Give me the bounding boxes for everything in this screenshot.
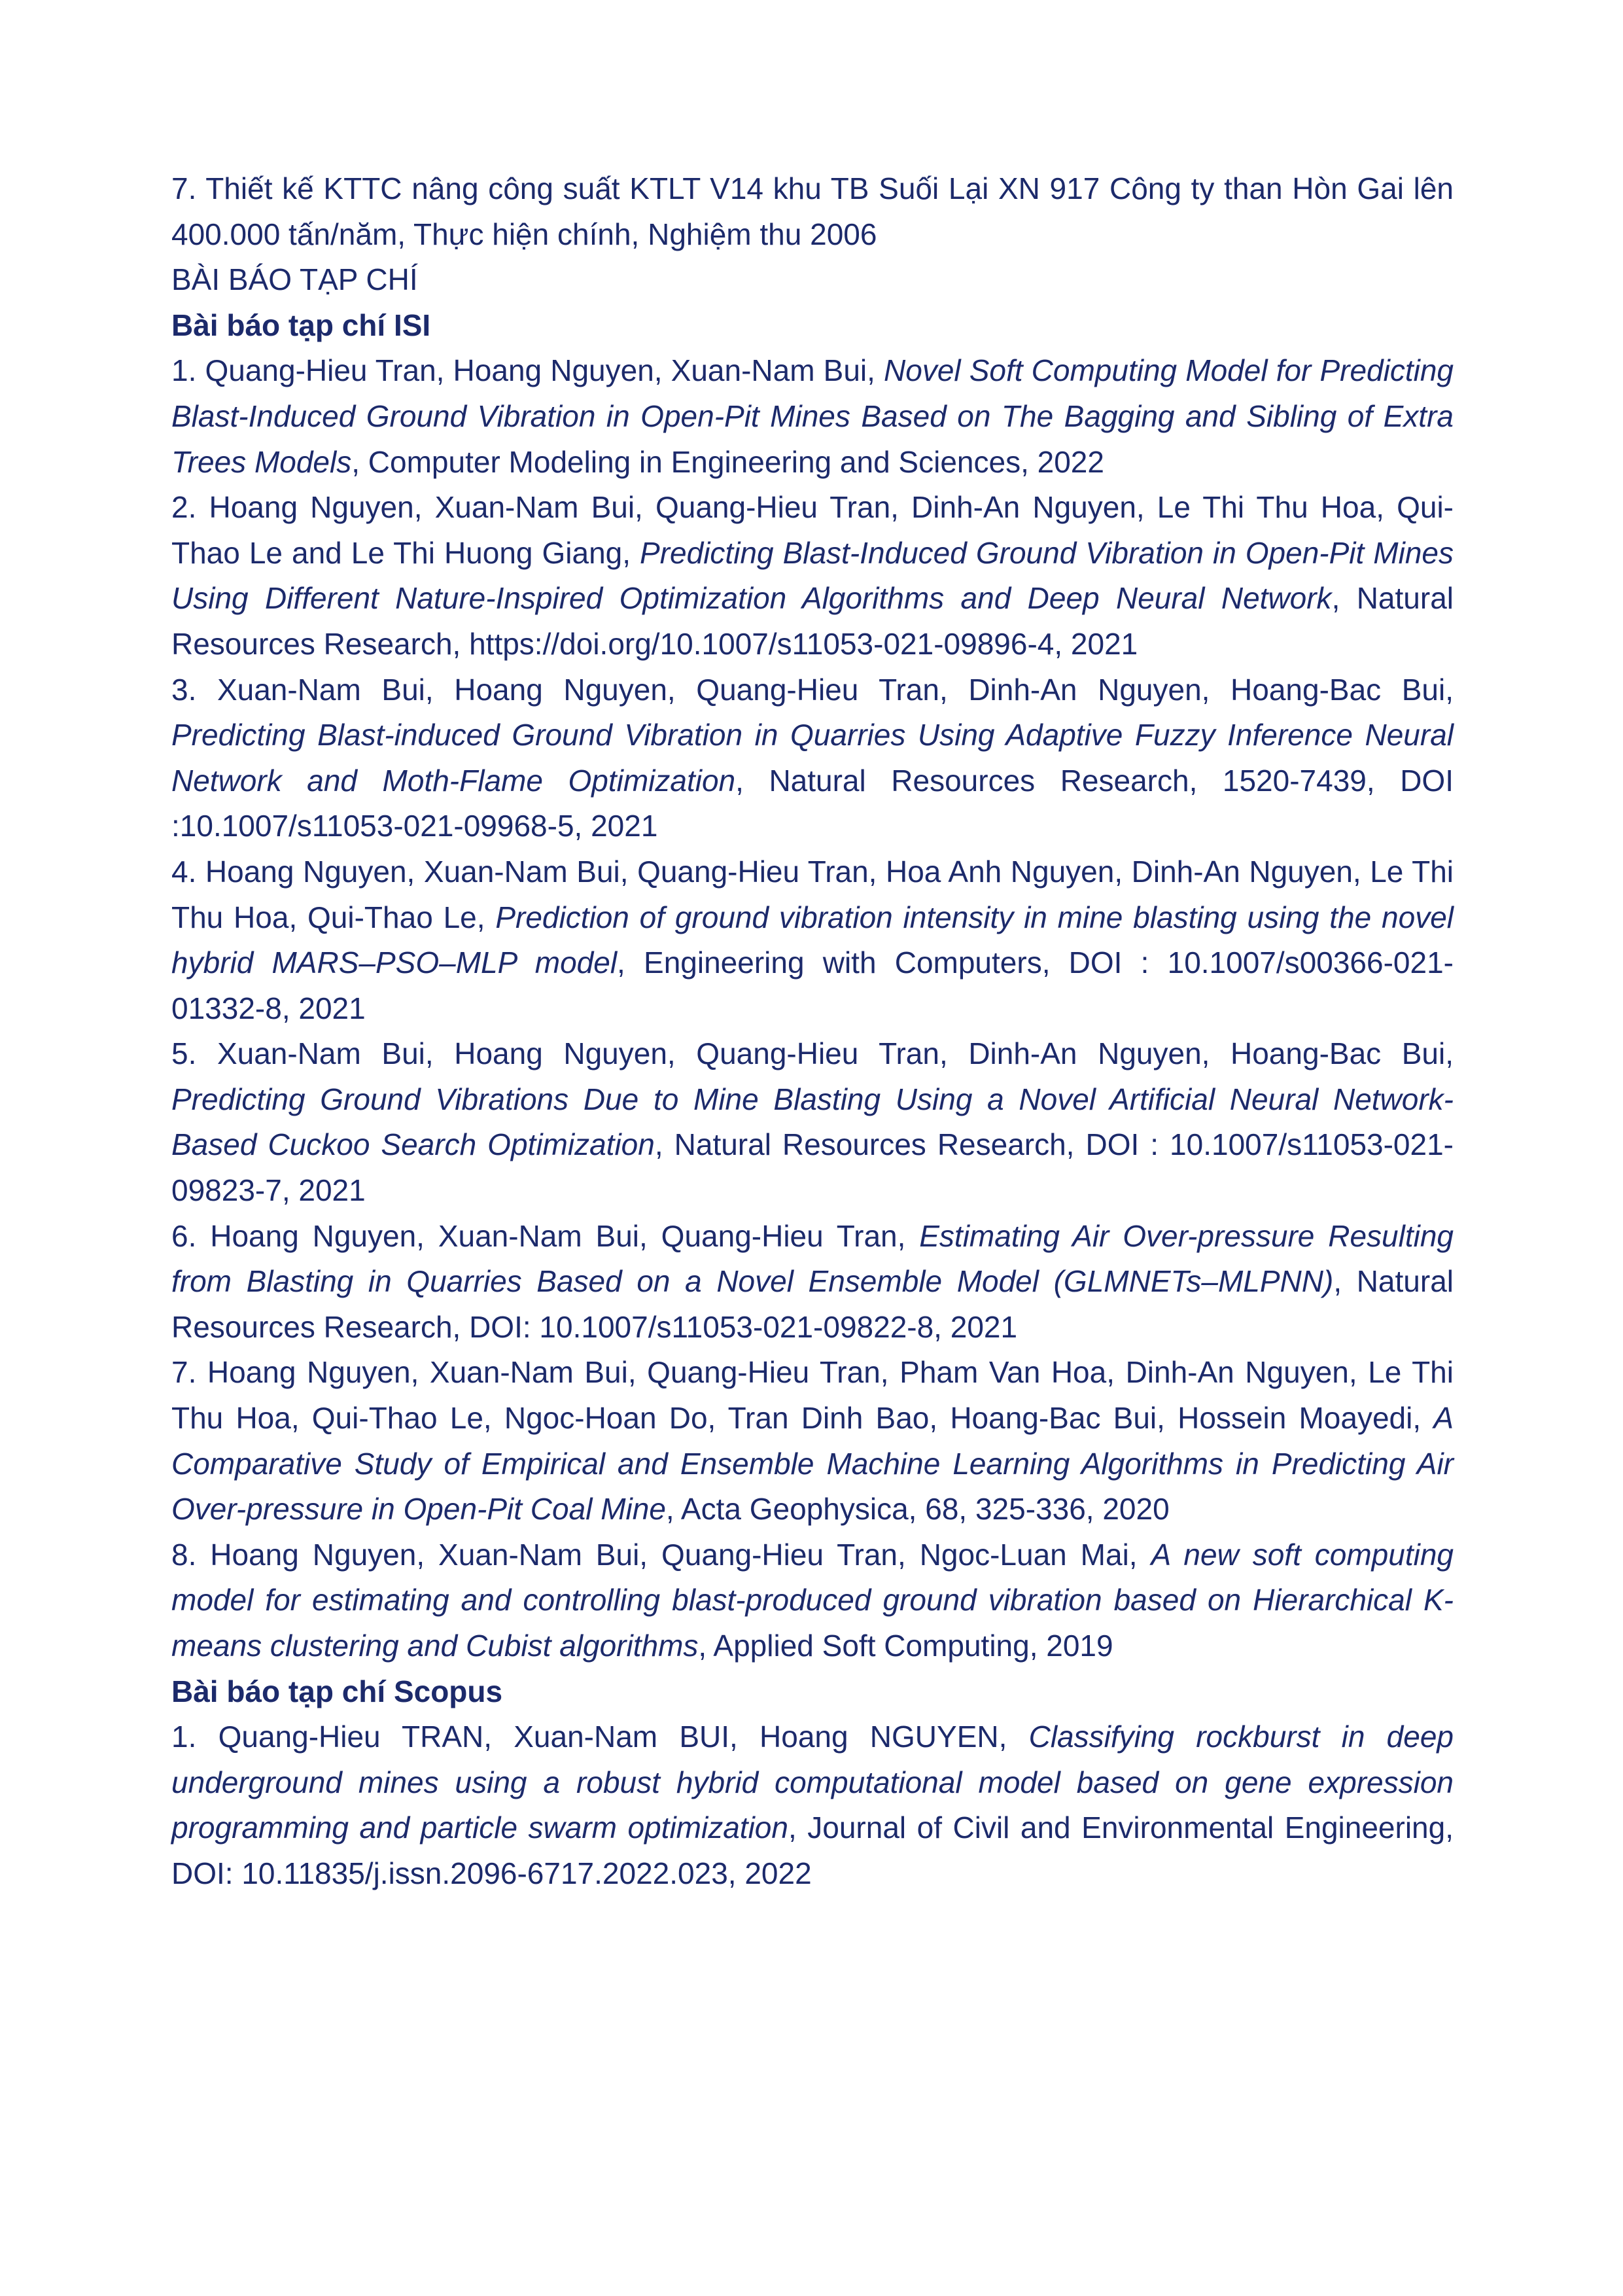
isi-entry-2	[171, 485, 1454, 667]
isi-entry-3	[171, 667, 1454, 849]
entry-title: Predicting Blast-induced Ground Vibration in Quarries Using Adaptive Fuzzy Inference Neural Network and Moth-Flame Optimization	[171, 718, 1454, 798]
scopus-entry-1	[171, 1714, 1454, 1896]
entry-title: Classifying rockburst in deep underground mines using a robust hybrid computational model based on gene expression programming and particle swarm optimization	[171, 1720, 1454, 1845]
entry-title: Predicting Blast-Induced Ground Vibration in Open-Pit Mines Using Different Nature-Inspired Optimization Algorithms and Deep Neural Network	[171, 535, 1454, 616]
project-item-text: 7. Thiết kế KTTC nâng công suất KTLT V14 khu TB Suối Lại XN 917 Công ty than Hòn Gai lên 400.000 tấn/năm, Thực hiện chính, Nghiệm thu 2006	[171, 171, 1454, 251]
entry-title: Novel Soft Computing Model for Predicting Blast-Induced Ground Vibration in Open-Pit Mines Based on The Bagging and Sibling of Extra Trees Models	[171, 353, 1454, 479]
isi-entry-8	[171, 1532, 1454, 1669]
project-item	[171, 166, 1454, 257]
entry-authors: 4. Hoang Nguyen, Xuan-Nam Bui, Quang-Hieu Tran, Hoa Anh Nguyen, Dinh-An Nguyen, Le Thi Thu Hoa, Qui-Thao Le,	[171, 854, 1454, 934]
entry-authors: 1. Quang-Hieu Tran, Hoang Nguyen, Xuan-Nam Bui,	[171, 353, 884, 388]
entry-authors: 5. Xuan-Nam Bui, Hoang Nguyen, Quang-Hieu Tran, Dinh-An Nguyen, Hoang-Bac Bui,	[171, 1036, 1454, 1071]
entry-authors: 2. Hoang Nguyen, Xuan-Nam Bui, Quang-Hieu Tran, Dinh-An Nguyen, Le Thi Thu Hoa, Qui-Thao Le and Le Thi Huong Giang,	[171, 490, 1454, 570]
entry-authors: 1. Quang-Hieu TRAN, Xuan-Nam BUI, Hoang NGUYEN,	[171, 1720, 1029, 1754]
entry-title: A new soft computing model for estimating and controlling blast-produced ground vibration based on Hierarchical K-means clustering and Cubist algorithms	[171, 1537, 1454, 1663]
section-title: BÀI BÁO TẠP CHÍ	[171, 262, 418, 297]
document-page	[171, 166, 1454, 1897]
isi-entry-1	[171, 348, 1454, 485]
entry-title: Estimating Air Over-pressure Resulting from Blasting in Quarries Based on a Novel Ensemble Model (GLMNETs–MLPNN)	[171, 1218, 1454, 1299]
scopus-heading: Bài báo tạp chí Scopus	[171, 1674, 503, 1708]
entry-authors: 7. Hoang Nguyen, Xuan-Nam Bui, Quang-Hieu Tran, Pham Van Hoa, Dinh-An Nguyen, Le Thi Thu Hoa, Qui-Thao Le, Ngoc-Hoan Do, Tran Dinh Bao, Hoang-Bac Bui, Hossein Moayedi,	[171, 1355, 1454, 1436]
entry-title: Prediction of ground vibration intensity in mine blasting using the novel hybrid MARS–PSO–MLP model	[171, 900, 1454, 980]
entry-title: A Comparative Study of Empirical and Ensemble Machine Learning Algorithms in Predicting Air Over-pressure in Open-Pit Coal Mine	[171, 1401, 1454, 1527]
entry-title: Predicting Ground Vibrations Due to Mine Blasting Using a Novel Artificial Neural Network-Based Cuckoo Search Optimization	[171, 1082, 1454, 1162]
entry-authors: 3. Xuan-Nam Bui, Hoang Nguyen, Quang-Hieu Tran, Dinh-An Nguyen, Hoang-Bac Bui,	[171, 672, 1454, 707]
entry-source: , Natural Resources Research, 1520-7439, DOI :10.1007/s11053-021-09968-5, 2021	[171, 763, 1454, 843]
entry-source: , Engineering with Computers, DOI : 10.1007/s00366-021-01332-8, 2021	[171, 945, 1454, 1025]
entry-authors: 8. Hoang Nguyen, Xuan-Nam Bui, Quang-Hieu Tran, Ngoc-Luan Mai,	[171, 1537, 1151, 1572]
entry-source: , Acta Geophysica, 68, 325-336, 2020	[665, 1492, 1170, 1527]
entry-source: , Natural Resources Research, https://doi.org/10.1007/s11053-021-09896-4, 2021	[171, 581, 1454, 661]
isi-entry-5	[171, 1031, 1454, 1213]
entry-source: , Natural Resources Research, DOI: 10.1007/s11053-021-09822-8, 2021	[171, 1264, 1454, 1344]
entry-source: , Natural Resources Research, DOI : 10.1007/s11053-021-09823-7, 2021	[171, 1127, 1454, 1208]
isi-entry-6	[171, 1214, 1454, 1351]
isi-entry-7	[171, 1350, 1454, 1532]
isi-entry-4	[171, 849, 1454, 1031]
isi-heading: Bài báo tạp chí ISI	[171, 308, 431, 342]
entry-source: , Computer Modeling in Engineering and Sciences, 2022	[351, 444, 1104, 479]
entry-authors: 6. Hoang Nguyen, Xuan-Nam Bui, Quang-Hieu Tran,	[171, 1218, 920, 1253]
entry-source: , Applied Soft Computing, 2019	[698, 1629, 1113, 1663]
entry-source: , Journal of Civil and Environmental Engineering, DOI: 10.11835/j.issn.2096-6717.2022.023, 2022	[171, 1810, 1454, 1890]
